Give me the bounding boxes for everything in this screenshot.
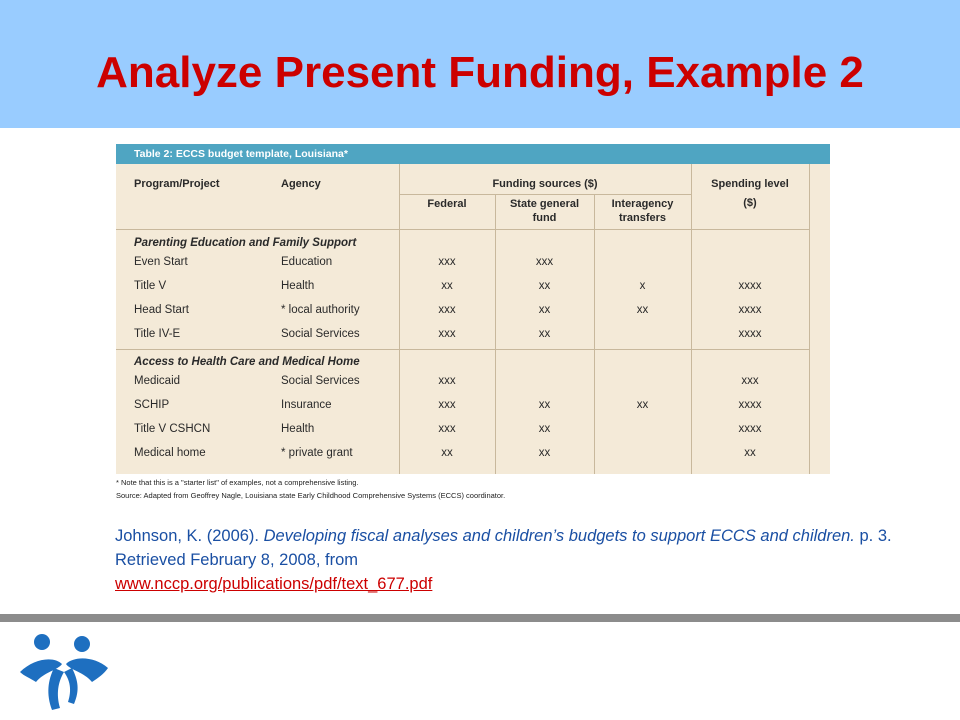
header-funding-sources: Funding sources ($) (492, 178, 598, 190)
table-cell-state: xx (538, 280, 551, 292)
section-title: Access to Health Care and Medical Home (134, 356, 360, 368)
table-cell-agency: Social Services (281, 328, 360, 340)
section-title: Parenting Education and Family Support (134, 237, 357, 249)
grid-line (594, 194, 595, 474)
table-cell-spending: xxxx (738, 328, 762, 340)
table-cell-program: Title V (134, 280, 167, 292)
table-cell-state: xx (538, 399, 551, 411)
grid-line (399, 194, 691, 195)
table-cell-spending: xxxx (738, 304, 762, 316)
table-cell-state: xx (538, 328, 551, 340)
table-cell-spending: xxxx (738, 423, 762, 435)
table-caption: Table 2: ECCS budget template, Louisiana* (116, 144, 830, 164)
table-grid (116, 164, 830, 474)
citation (115, 524, 915, 596)
table-cell-federal: xx (441, 280, 453, 292)
table-cell-program: Medicaid (134, 375, 181, 387)
table-cell-program: SCHIP (134, 399, 170, 411)
table-cell-agency: Insurance (281, 399, 332, 411)
citation-author: Johnson, K. (2006). (115, 527, 264, 545)
slide-title: Analyze Present Funding, Example 2 (96, 48, 864, 97)
citation-link[interactable]: www.nccp.org/publications/pdf/text_677.pdf (115, 575, 433, 593)
table-note: * Note that this is a "starter list" of examples, not a comprehensive listing. (116, 478, 359, 487)
table-cell-program: Even Start (134, 256, 188, 268)
people-circle-logo-icon (14, 628, 114, 714)
table-cell-federal: xxx (438, 256, 456, 268)
header-federal: Federal (427, 198, 467, 210)
table-cell-interagency: x (639, 280, 646, 292)
grid-line (116, 349, 809, 350)
table-cell-program: Medical home (134, 447, 206, 459)
grid-line (116, 229, 809, 230)
table-cell-federal: xxx (438, 399, 456, 411)
table-cell-interagency: xx (636, 304, 649, 316)
table-cell-agency: * private grant (281, 447, 353, 459)
table-cell-interagency: xx (636, 399, 649, 411)
header-program: Program/Project (134, 178, 220, 190)
table-cell-federal: xx (441, 447, 453, 459)
table-cell-agency: * local authority (281, 304, 360, 316)
table-cell-federal: xxx (438, 375, 456, 387)
table-cell-state: xx (538, 447, 551, 459)
table-cell-federal: xxx (438, 304, 456, 316)
table-cell-state: xx (538, 423, 551, 435)
table-cell-program: Head Start (134, 304, 189, 316)
table-cell-agency: Health (281, 280, 315, 292)
citation-title: Developing fiscal analyses and children’s budgets to support ECCS and children. (263, 527, 855, 545)
table-cell-agency: Health (281, 423, 315, 435)
table-cell-agency: Social Services (281, 375, 360, 387)
table-cell-agency: Education (281, 256, 333, 268)
budget-table (116, 144, 830, 474)
table-cell-state: xxx (535, 256, 554, 268)
table-source: Source: Adapted from Geoffrey Nagle, Louisiana state Early Childhood Comprehensive Systems (ECCS) coordinator. (116, 491, 506, 500)
header-interagency: Interagency (611, 198, 674, 210)
table-cell-state: xx (538, 304, 551, 316)
header-transfers: transfers (618, 212, 667, 224)
table-cell-spending: xxxx (738, 399, 762, 411)
table-cell-program: Title V CSHCN (134, 423, 211, 435)
header-spending-level-unit: ($) (743, 197, 757, 209)
table-cell-federal: xxx (438, 328, 456, 340)
header-agency: Agency (281, 178, 321, 190)
citation-retrieved: p. 3. Retrieved February 8, 2008, from (115, 527, 892, 569)
grid-line (809, 164, 810, 474)
table-cell-program: Title IV-E (134, 328, 181, 340)
table-cell-spending: xxx (741, 375, 759, 387)
table-cell-spending: xxxx (738, 280, 762, 292)
header-state-general: State general (509, 198, 580, 210)
table-cell-federal: xxx (438, 423, 456, 435)
header-state-fund: fund (532, 212, 557, 224)
header-spending-level: Spending level (711, 178, 789, 190)
divider-bar (0, 614, 960, 622)
table-cell-spending: xx (744, 447, 756, 459)
